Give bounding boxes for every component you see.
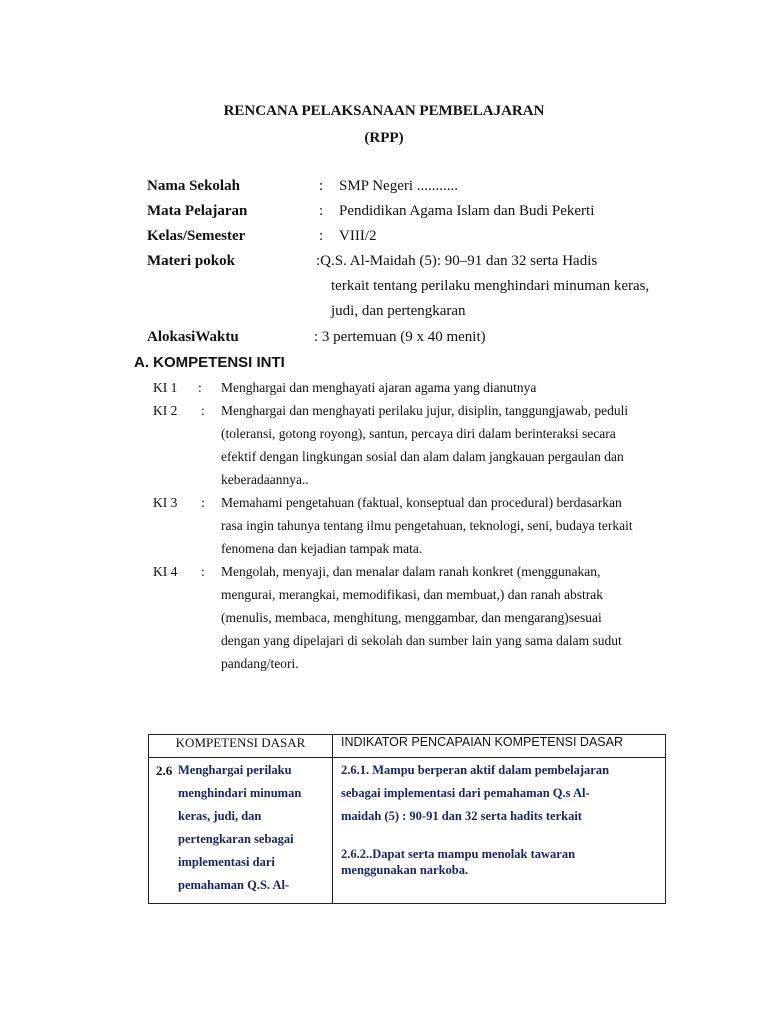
- class-semester-label: Kelas/Semester: [147, 228, 246, 244]
- ki-line: keberadaannya..: [221, 472, 309, 487]
- kd-line: Menghargai perilaku: [178, 763, 292, 777]
- school-name-sep: :: [319, 178, 324, 194]
- indicator-line: 2.6.1. Mampu berperan aktif dalam pembelajaran: [341, 763, 610, 777]
- indicator-line: sebagai implementasi dari pemahaman Q.s Al-: [341, 786, 590, 800]
- class-semester-sep: :: [319, 228, 324, 244]
- ki-sep: :: [198, 380, 202, 395]
- ki-sep: :: [201, 495, 205, 510]
- ki-code: KI 4: [153, 564, 178, 579]
- table-header-row: [149, 735, 666, 758]
- ki-line: Menghargai dan menghayati perilaku jujur, disiplin, tanggungjawab, peduli: [221, 403, 629, 418]
- school-name-label: Nama Sekolah: [147, 178, 240, 194]
- ki-line: Memahami pengetahuan (faktual, konseptual dan procedural) berdasarkan: [221, 495, 622, 510]
- materi-line: judi, dan pertengkaran: [331, 303, 466, 319]
- indicator-line: 2.6.2..Dapat serta mampu menolak tawaran: [341, 847, 576, 861]
- document-subtitle: (RPP): [364, 130, 404, 146]
- ki-sep: :: [201, 403, 205, 418]
- section-heading-kompetensi-inti: A. KOMPETENSI INTI: [134, 354, 285, 371]
- time-allocation-value: : 3 pertemuan (9 x 40 menit): [314, 329, 486, 345]
- kd-line: implementasi dari: [178, 855, 275, 869]
- kd-line: keras, judi, dan: [178, 809, 262, 823]
- document-title: RENCANA PELAKSANAAN PEMBELAJARAN: [223, 103, 545, 119]
- kd-line: pertengkaran sebagai: [178, 832, 294, 846]
- kd-cell: [149, 758, 333, 904]
- ki-line: (menulis, membaca, menghitung, menggambar, dan mengarang)sesuai: [221, 610, 602, 625]
- competency-table: [148, 734, 666, 904]
- materi-line: :Q.S. Al-Maidah (5): 90–91 dan 32 serta Hadis: [316, 253, 598, 269]
- ki-line: fenomena dan kejadian tampak mata.: [221, 541, 423, 556]
- ki-line: efektif dengan lingkungan sosial dan alam dalam jangkauan pergaulan dan: [221, 449, 624, 464]
- ki-line: Menghargai dan menghayati ajaran agama yang dianutnya: [221, 380, 537, 395]
- table-row: [149, 758, 666, 904]
- materi-label: Materi pokok: [147, 253, 235, 269]
- ki-line: rasa ingin tahunya tentang ilmu pengetahuan, teknologi, seni, budaya terkait: [221, 518, 633, 533]
- subject-sep: :: [319, 203, 324, 219]
- ki-line: (toleransi, gotong royong), santun, percaya diri dalam berinteraksi secara: [221, 426, 616, 441]
- ki-sep: :: [201, 564, 205, 579]
- ki-line: Mengolah, menyaji, dan menalar dalam ranah konkret (menggunakan,: [221, 564, 601, 579]
- kd-number: 2.6: [156, 763, 173, 778]
- header-indikator: INDIKATOR PENCAPAIAN KOMPETENSI DASAR: [333, 735, 666, 758]
- indicator-line: menggunakan narkoba.: [341, 863, 469, 877]
- indicator-cell: [333, 758, 666, 904]
- kd-line: pemahaman Q.S. Al-: [178, 878, 290, 892]
- ki-line: dengan yang dipelajari di sekolah dan sumber lain yang sama dalam sudut: [221, 633, 622, 648]
- ki-line: mengurai, merangkai, memodifikasi, dan membuat,) dan ranah abstrak: [221, 587, 603, 602]
- time-allocation-label: AlokasiWaktu: [147, 329, 239, 345]
- ki-code: KI 1: [153, 380, 178, 395]
- school-name-value: SMP Negeri ...........: [339, 178, 459, 194]
- ki-code: KI 3: [153, 495, 178, 510]
- class-semester-value: VIII/2: [339, 228, 377, 244]
- subject-value: Pendidikan Agama Islam dan Budi Pekerti: [339, 203, 595, 219]
- materi-line: terkait tentang perilaku menghindari minuman keras,: [331, 278, 650, 294]
- header-kompetensi-dasar: KOMPETENSI DASAR: [149, 735, 333, 758]
- ki-code: KI 2: [153, 403, 178, 418]
- indicator-line: maidah (5) : 90-91 dan 32 serta hadits terkait: [341, 809, 582, 823]
- kd-line: menghindari minuman: [178, 786, 302, 800]
- ki-line: pandang/teori.: [221, 656, 299, 671]
- subject-label: Mata Pelajaran: [147, 203, 248, 219]
